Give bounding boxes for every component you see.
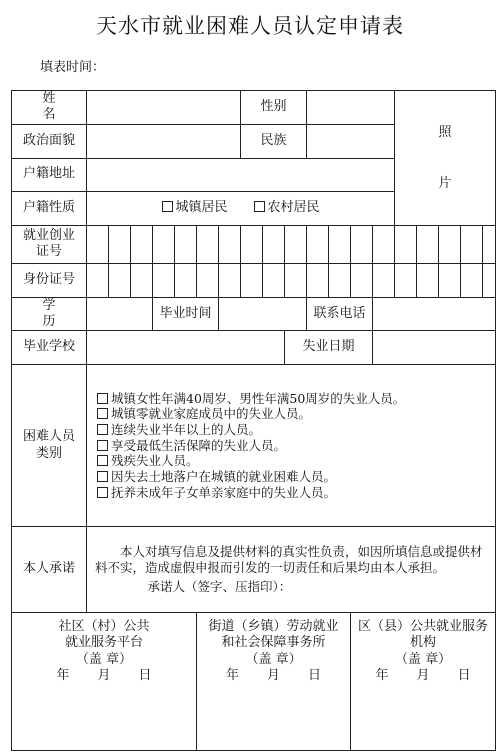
cert-digit-cell[interactable] [373,225,395,263]
ethnicity-field[interactable] [307,124,395,158]
stamp-line2: 和社会保障事务所 [221,635,326,651]
category-option[interactable] [97,438,495,454]
cert-digit-cell[interactable] [131,225,153,263]
cert-digit-cell[interactable] [263,225,285,263]
category-label-line1: 困难人员 [22,429,75,445]
category-option[interactable] [97,485,495,501]
category-option[interactable] [97,453,495,469]
checkbox-icon[interactable] [97,393,108,404]
stamp-seal: （盖 章） [75,651,133,667]
id-digit-cell[interactable] [153,263,175,297]
graduation-time-label: 毕业时间 [153,297,219,331]
form-title: 天水市就业困难人员认定申请表 [96,14,404,38]
school-label: 毕业学校 [12,331,87,365]
unemployment-date-field[interactable] [373,331,496,365]
employment-cert-label-line1: 就业创业 [22,227,75,243]
urban-resident-label: 城镇居民 [175,199,228,215]
date-day: 日 [308,667,322,683]
cert-digit-cell[interactable] [175,225,197,263]
employment-cert-label-line2: 证号 [35,244,62,259]
category-text: 因失去土地落户在城镇的就业困难人员。 [111,468,337,484]
political-status-field[interactable] [87,124,241,158]
id-digit-cell[interactable] [307,263,329,297]
ethnicity-label: 民族 [241,124,307,158]
date-month: 月 [416,667,430,683]
category-text: 残疾失业人员。 [111,453,199,469]
id-digit-cell[interactable] [263,263,285,297]
category-text: 城镇女性年满40周岁、男性年满50周岁的失业人员。 [111,390,406,406]
school-field[interactable] [87,331,285,365]
stamp-street[interactable] [197,613,351,751]
date-year: 年 [56,667,70,683]
education-label: 学 历 [12,297,87,331]
gender-field[interactable] [307,91,395,125]
id-digit-cell[interactable] [395,263,417,297]
stamp-line2: 机构 [410,635,437,651]
hukou-type-label: 户籍性质 [12,191,87,225]
category-label-line2: 类别 [35,445,62,461]
stamp-county[interactable] [351,613,496,751]
photo-label-top: 照 [438,124,452,140]
pledge-label: 本人承诺 [12,527,87,613]
category-option[interactable] [97,422,495,438]
id-digit-cell[interactable] [87,263,109,297]
stamp-date [12,668,196,684]
checkbox-icon[interactable] [162,201,173,212]
fill-time-label: 填表时间： [40,60,106,75]
hukou-type-options [87,191,395,225]
category-text: 享受最低生活保障的失业人员。 [111,437,287,453]
category-label [12,365,87,527]
stamp-line1: 社区（村）公共 [58,619,150,634]
id-digit-cell[interactable] [241,263,263,297]
checkbox-icon[interactable] [97,471,108,482]
checkbox-icon[interactable] [97,408,108,419]
photo-label-bottom: 片 [438,175,452,191]
employment-cert-label [12,225,87,263]
category-text: 抚养未成年子女单亲家庭中的失业人员。 [111,484,337,500]
political-status-label: 政治面貌 [12,124,87,158]
rural-resident-label: 农村居民 [267,199,320,215]
date-year: 年 [225,667,239,683]
cert-digit-cell[interactable] [219,225,241,263]
id-digit-cell[interactable] [131,263,153,297]
checkbox-icon[interactable] [254,201,265,212]
pledge-cell [87,527,496,613]
cert-digit-cell[interactable] [153,225,175,263]
id-digit-cell[interactable] [109,263,131,297]
id-digit-cell[interactable] [329,263,351,297]
stamp-date [351,668,495,684]
stamp-line1: 街道（乡镇）劳动就业 [208,619,339,634]
category-option[interactable] [97,469,495,485]
stamp-seal: （盖 章） [245,651,302,667]
hukou-address-label: 户籍地址 [12,158,87,191]
photo-box[interactable] [395,91,496,226]
cert-digit-cell[interactable] [87,225,109,263]
id-digit-cell[interactable] [483,263,496,297]
category-options [87,365,496,527]
stamp-community[interactable] [12,613,197,751]
id-digit-cell[interactable] [417,263,439,297]
cert-digit-cell[interactable] [439,225,461,263]
id-digit-cell[interactable] [175,263,197,297]
cert-digit-cell[interactable] [395,225,417,263]
checkbox-icon[interactable] [97,440,108,451]
phone-field[interactable] [373,297,496,331]
cert-digit-cell[interactable] [109,225,131,263]
cert-digit-cell[interactable] [417,225,439,263]
id-digit-cell[interactable] [351,263,373,297]
id-digit-cell[interactable] [461,263,483,297]
checkbox-icon[interactable] [97,424,108,435]
date-day: 日 [457,667,471,683]
date-month: 月 [97,667,111,683]
date-day: 日 [138,667,152,683]
cert-digit-cell[interactable] [285,225,307,263]
id-digit-cell[interactable] [219,263,241,297]
id-digit-cell[interactable] [439,263,461,297]
cert-digit-cell[interactable] [483,225,496,263]
stamp-line2: 就业服务平台 [64,635,143,651]
date-month: 月 [267,667,281,683]
id-digit-cell[interactable] [197,263,219,297]
name-field[interactable] [87,91,241,125]
category-text: 连续失业半年以上的人员。 [111,422,262,438]
education-field[interactable] [87,297,153,331]
unemployment-date-label: 失业日期 [285,331,373,365]
application-form-table [11,90,496,751]
pledge-text: 本人对填写信息及提供材料的真实性负责，如因所填信息或提供材料不实，造成虚假申报而引发的一切责任和后果均由本人承担。 [95,544,483,575]
cert-digit-cell[interactable] [351,225,373,263]
name-label: 姓 名 [12,91,87,125]
checkbox-icon[interactable] [97,455,108,466]
id-digit-cell[interactable] [373,263,395,297]
id-digit-cell[interactable] [285,263,307,297]
category-text: 城镇零就业家庭成员中的失业人员。 [111,406,312,422]
cert-digit-cell[interactable] [241,225,263,263]
cert-digit-cell[interactable] [197,225,219,263]
cert-digit-cell[interactable] [307,225,329,263]
category-option[interactable] [97,406,495,422]
cert-digit-cell[interactable] [461,225,483,263]
id-number-label: 身份证号 [12,263,87,297]
pledge-signature[interactable]: 承诺人（签字、压指印）： [147,579,292,595]
graduation-time-field[interactable] [219,297,307,331]
category-option[interactable] [97,391,495,407]
date-year: 年 [375,667,389,683]
rural-resident-option[interactable] [254,200,320,216]
checkbox-icon[interactable] [97,487,108,498]
gender-label: 性别 [241,91,307,125]
urban-resident-option[interactable] [162,200,228,216]
stamp-line1: 区（县）公共就业服务 [358,619,489,634]
stamp-date [197,668,350,684]
cert-digit-cell[interactable] [329,225,351,263]
hukou-address-field[interactable] [87,158,395,191]
stamp-seal: （盖 章） [394,651,452,667]
phone-label: 联系电话 [307,297,373,331]
